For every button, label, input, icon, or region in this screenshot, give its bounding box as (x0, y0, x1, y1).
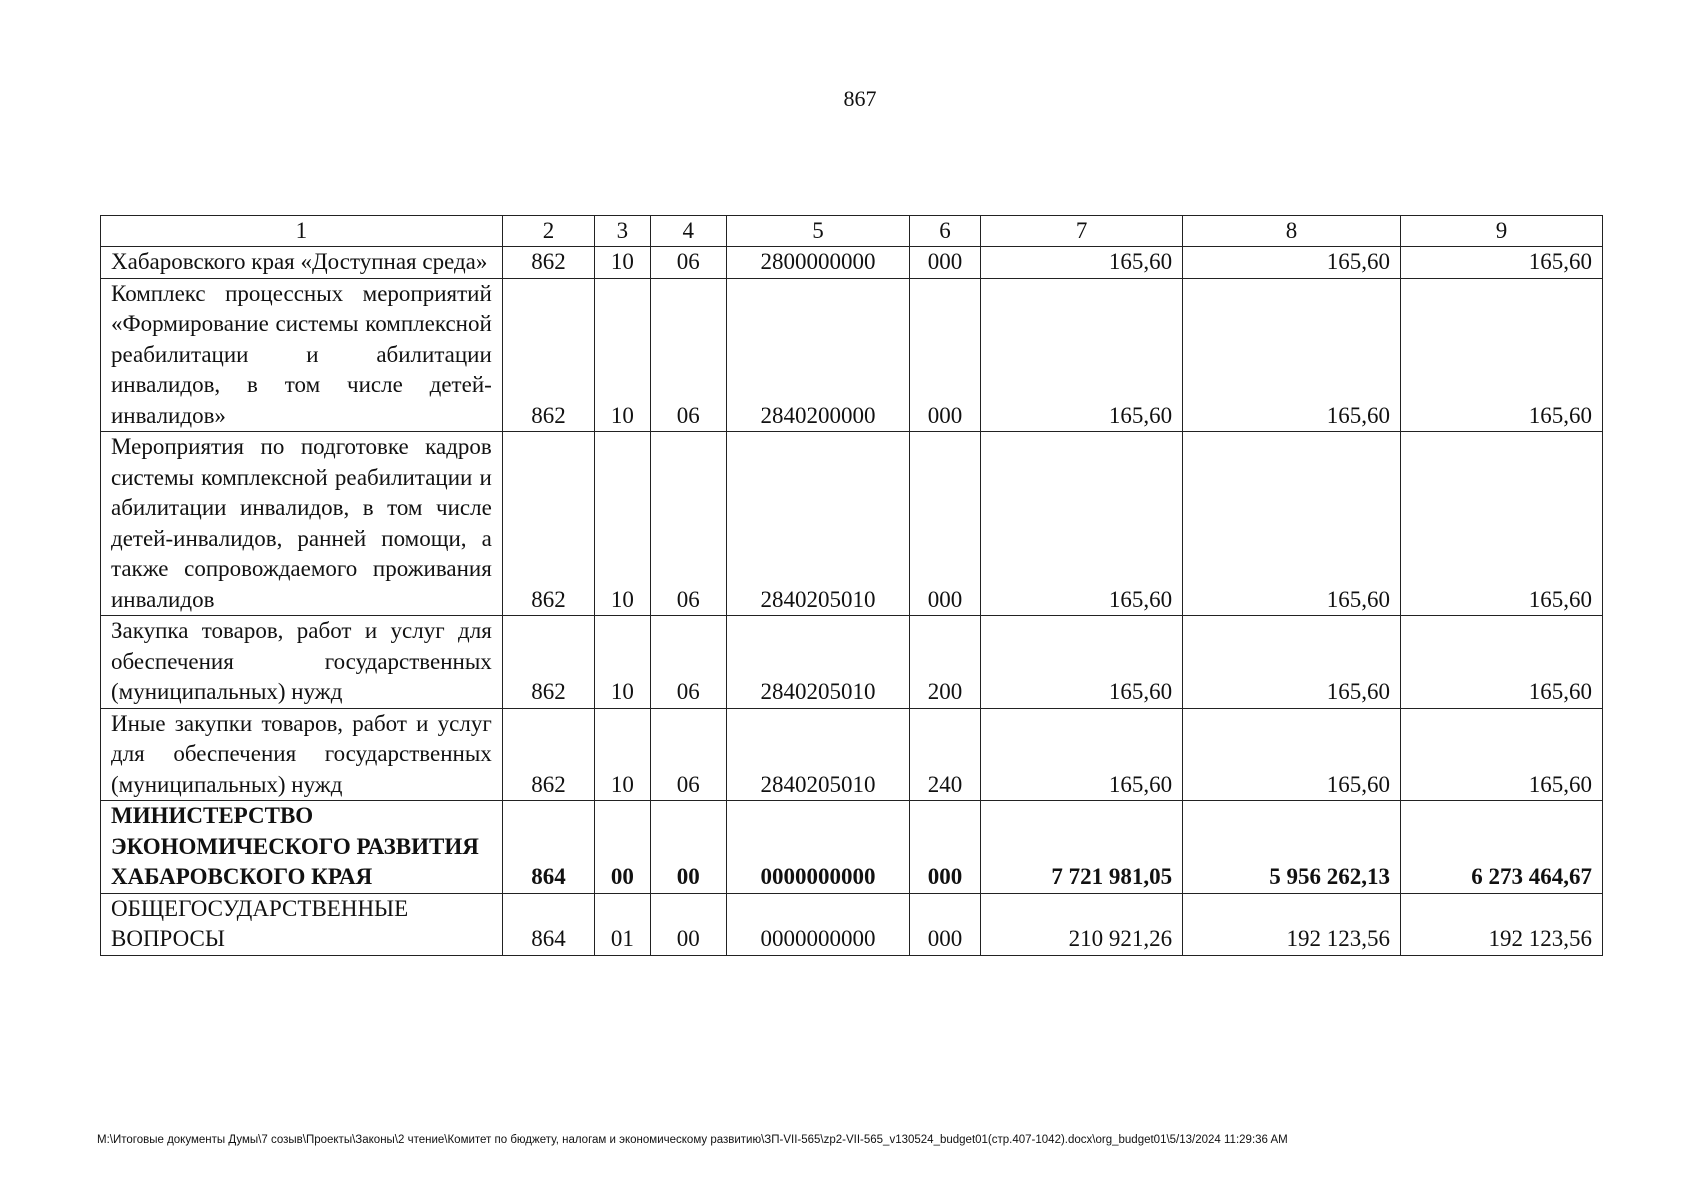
cell-subsection: 06 (650, 616, 727, 709)
cell-subsection: 06 (650, 432, 727, 616)
cell-target-article: 2840205010 (727, 432, 910, 616)
cell-amount-col9: 165,60 (1400, 708, 1602, 801)
cell-amount-col7: 165,60 (981, 247, 1183, 279)
cell-target-article: 0000000000 (727, 801, 910, 894)
cell-amount-col8: 5 956 262,13 (1183, 801, 1401, 894)
cell-amount-col7: 210 921,26 (981, 893, 1183, 955)
cell-target-article: 2840205010 (727, 616, 910, 709)
cell-amount-col8: 165,60 (1183, 432, 1401, 616)
cell-amount-col9: 192 123,56 (1400, 893, 1602, 955)
cell-subsection: 00 (650, 893, 727, 955)
cell-expense-type: 000 (909, 893, 980, 955)
row-name: МИНИСТЕРСТВО ЭКОНОМИЧЕСКОГО РАЗВИТИЯ ХАБАРОВСКОГО КРАЯ (101, 801, 503, 894)
cell-expense-type: 240 (909, 708, 980, 801)
cell-amount-col7: 165,60 (981, 432, 1183, 616)
document-path-footer: M:\Итоговые документы Думы\7 созыв\Проекты\Законы\2 чтение\Комитет по бюджету, налогам и экономическому развитию\ЗП-VII-565\zp2-VII-565_v130524_budget01(стр.407-1042).docx\org_budget01\5/13/2024 11:29:36 AM (97, 1134, 1288, 1146)
budget-table (100, 215, 1603, 956)
row-name: Иные закупки товаров, работ и услуг для обеспечения государственных (муниципальных) нужд (101, 708, 503, 801)
header-cell: 4 (650, 216, 727, 247)
cell-ministry-code: 862 (502, 247, 594, 279)
cell-amount-col9: 165,60 (1400, 278, 1602, 432)
table-row (101, 616, 1603, 709)
cell-amount-col9: 165,60 (1400, 247, 1602, 279)
cell-section: 01 (595, 893, 650, 955)
cell-amount-col9: 6 273 464,67 (1400, 801, 1602, 894)
cell-section: 10 (595, 708, 650, 801)
cell-section: 10 (595, 432, 650, 616)
table-row (101, 278, 1603, 432)
cell-amount-col8: 165,60 (1183, 247, 1401, 279)
cell-expense-type: 000 (909, 278, 980, 432)
cell-amount-col8: 192 123,56 (1183, 893, 1401, 955)
cell-expense-type: 000 (909, 432, 980, 616)
cell-subsection: 06 (650, 278, 727, 432)
cell-section: 00 (595, 801, 650, 894)
cell-ministry-code: 862 (502, 278, 594, 432)
row-name: Хабаровского края «Доступная среда» (101, 247, 503, 279)
header-cell: 8 (1183, 216, 1401, 247)
cell-target-article: 2800000000 (727, 247, 910, 279)
cell-section: 10 (595, 247, 650, 279)
cell-ministry-code: 862 (502, 432, 594, 616)
page-number: 867 (843, 86, 877, 111)
cell-amount-col8: 165,60 (1183, 616, 1401, 709)
cell-amount-col9: 165,60 (1400, 432, 1602, 616)
cell-ministry-code: 862 (502, 708, 594, 801)
row-name: Мероприятия по подготовке кадров системы комплексной реабилитации и абилитации инвалидов, в том числе детей-инвалидов, ранней помощи, а также сопровождаемого проживания инвалидов (101, 432, 503, 616)
cell-target-article: 2840205010 (727, 708, 910, 801)
header-cell: 1 (101, 216, 503, 247)
header-cell: 5 (727, 216, 910, 247)
cell-target-article: 0000000000 (727, 893, 910, 955)
cell-ministry-code: 862 (502, 616, 594, 709)
header-cell: 3 (595, 216, 650, 247)
row-name: ОБЩЕГОСУДАРСТВЕННЫЕ ВОПРОСЫ (101, 893, 503, 955)
cell-amount-col8: 165,60 (1183, 278, 1401, 432)
cell-subsection: 06 (650, 708, 727, 801)
cell-expense-type: 000 (909, 801, 980, 894)
cell-subsection: 00 (650, 801, 727, 894)
cell-amount-col7: 165,60 (981, 278, 1183, 432)
cell-ministry-code: 864 (502, 893, 594, 955)
header-cell: 2 (502, 216, 594, 247)
row-name: Закупка товаров, работ и услуг для обеспечения государственных (муниципальных) нужд (101, 616, 503, 709)
table-row (101, 432, 1603, 616)
cell-amount-col8: 165,60 (1183, 708, 1401, 801)
cell-target-article: 2840200000 (727, 278, 910, 432)
table-row-ministry-total (101, 801, 1603, 894)
row-name: Комплекс процессных мероприятий «Формирование системы комплексной реабилитации и абилитации инвалидов, в том числе детей-инвалидов» (101, 278, 503, 432)
cell-expense-type: 200 (909, 616, 980, 709)
table-row (101, 247, 1603, 279)
header-cell: 9 (1400, 216, 1602, 247)
cell-amount-col7: 165,60 (981, 616, 1183, 709)
cell-expense-type: 000 (909, 247, 980, 279)
header-cell: 7 (981, 216, 1183, 247)
table-header-row (101, 216, 1603, 247)
cell-section: 10 (595, 278, 650, 432)
cell-amount-col7: 7 721 981,05 (981, 801, 1183, 894)
table-row (101, 893, 1603, 955)
cell-amount-col7: 165,60 (981, 708, 1183, 801)
cell-section: 10 (595, 616, 650, 709)
cell-subsection: 06 (650, 247, 727, 279)
cell-amount-col9: 165,60 (1400, 616, 1602, 709)
header-cell: 6 (909, 216, 980, 247)
table-row (101, 708, 1603, 801)
cell-ministry-code: 864 (502, 801, 594, 894)
